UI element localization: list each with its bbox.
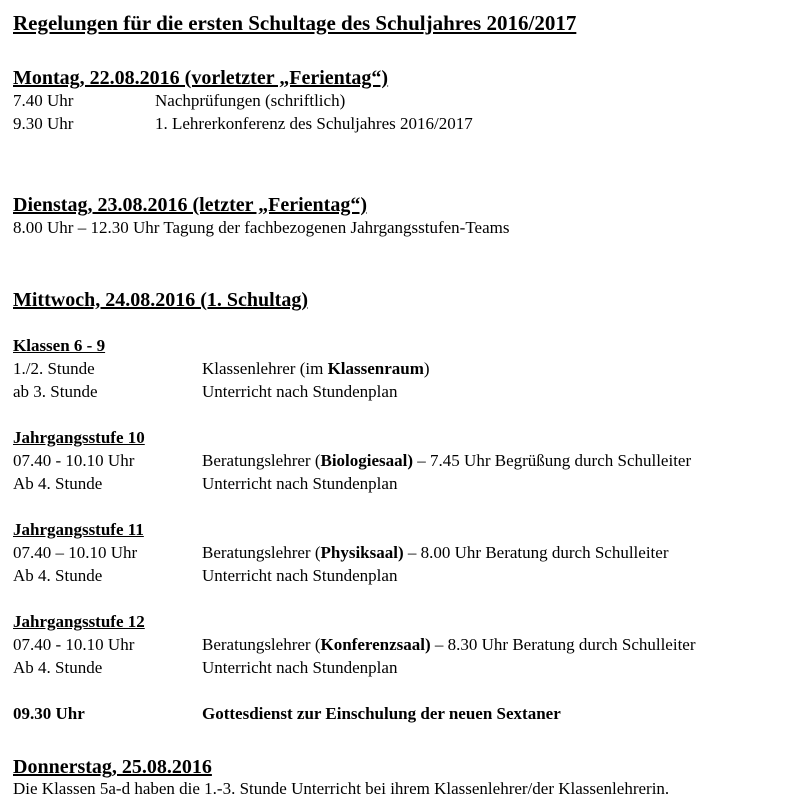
thursday-heading: Donnerstag, 25.08.2016 xyxy=(13,756,212,778)
tuesday-heading: Dienstag, 23.08.2016 (letzter „Ferientag“) xyxy=(13,194,367,216)
group-2-row-1-text: Beratungslehrer (Biologiesaal) – 7.45 Uhr Begrüßung durch Schulleiter xyxy=(202,451,692,470)
group-1-row-2-time: ab 3. Stunde xyxy=(13,382,98,401)
group-title-jahrgangsstufe-10: Jahrgangsstufe 10 xyxy=(13,428,145,447)
group-3-row-1-time: 07.40 – 10.10 Uhr xyxy=(13,543,138,562)
monday-row-1-text: Nachprüfungen (schriftlich) xyxy=(155,91,346,110)
document-title: Regelungen für die ersten Schultage des Schuljahres 2016/2017 xyxy=(13,11,577,35)
group-4-row-2-text: Unterricht nach Stundenplan xyxy=(202,658,398,677)
group-2-row-2-time: Ab 4. Stunde xyxy=(13,474,103,493)
monday-row-2-time: 9.30 Uhr xyxy=(13,114,74,133)
group-1-row-2-text: Unterricht nach Stundenplan xyxy=(202,382,398,401)
group-4-row-2-time: Ab 4. Stunde xyxy=(13,658,103,677)
group-title-jahrgangsstufe-11: Jahrgangsstufe 11 xyxy=(13,520,144,539)
group-title-jahrgangsstufe-12: Jahrgangsstufe 12 xyxy=(13,612,145,631)
group-2-row-1-time: 07.40 - 10.10 Uhr xyxy=(13,451,135,470)
group-title-klassen-6-9: Klassen 6 - 9 xyxy=(13,336,106,355)
group-3-row-1-text: Beratungslehrer (Physiksaal) – 8.00 Uhr Beratung durch Schulleiter xyxy=(202,543,669,562)
tuesday-text: 8.00 Uhr – 12.30 Uhr Tagung der fachbezogenen Jahrgangsstufen-Teams xyxy=(13,218,510,237)
thursday-text: Die Klassen 5a-d haben die 1.-3. Stunde Unterricht bei ihrem Klassenlehrer/der Klassenlehrerin. xyxy=(13,779,670,798)
group-3-row-2-time: Ab 4. Stunde xyxy=(13,566,103,585)
group-1-row-1-text: Klassenlehrer (im Klassenraum) xyxy=(202,359,430,378)
wednesday-heading: Mittwoch, 24.08.2016 (1. Schultag) xyxy=(13,289,308,311)
group-2-row-2-text: Unterricht nach Stundenplan xyxy=(202,474,398,493)
service-text: Gottesdienst zur Einschulung der neuen Sextaner xyxy=(202,704,561,723)
group-3-row-2-text: Unterricht nach Stundenplan xyxy=(202,566,398,585)
monday-row-1-time: 7.40 Uhr xyxy=(13,91,74,110)
group-4-row-1-time: 07.40 - 10.10 Uhr xyxy=(13,635,135,654)
group-1-row-1-time: 1./2. Stunde xyxy=(13,359,95,378)
monday-heading: Montag, 22.08.2016 (vorletzter „Ferientag“) xyxy=(13,67,389,89)
group-4-row-1-text: Beratungslehrer (Konferenzsaal) – 8.30 Uhr Beratung durch Schulleiter xyxy=(202,635,696,654)
monday-row-2-text: 1. Lehrerkonferenz des Schuljahres 2016/2017 xyxy=(155,114,473,133)
service-time: 09.30 Uhr xyxy=(13,704,85,723)
